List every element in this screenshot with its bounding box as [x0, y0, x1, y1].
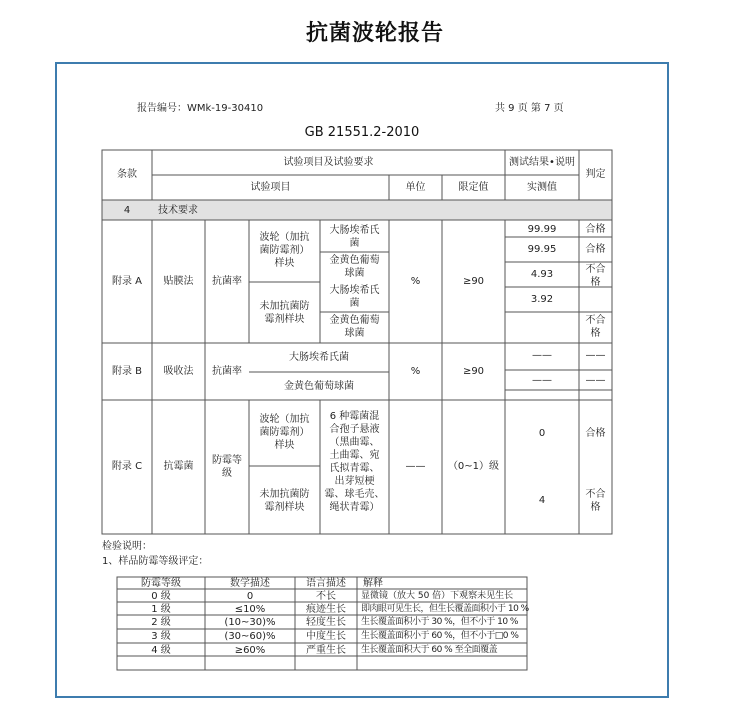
- appendix-a-judgement-1: 合格: [585, 224, 606, 235]
- section-number: 4: [123, 205, 131, 216]
- grade-row-2-math: (10~30)%: [224, 617, 276, 628]
- appendix-a-bacteria-4: 金黄色葡萄 球菌: [329, 315, 380, 339]
- appendix-b-item: 抗菌率: [212, 366, 242, 377]
- grade-row-2-verbal: 轻度生长: [306, 617, 346, 628]
- notes-title: 检验说明：: [102, 541, 152, 552]
- appendix-a-judgement-4: 不合 格: [585, 315, 606, 339]
- grade-row-2-explanation: 生长覆盖面积小于 30 %，但不小于 10 %: [361, 617, 518, 627]
- grade-row-0-verbal: 不长: [316, 591, 336, 602]
- grade-header-explanation: 解释: [363, 578, 383, 589]
- appendix-b-value-2: ——: [532, 375, 552, 386]
- appendix-a-sample-treated: 波轮（加抗 菌防霉剂） 样块: [259, 232, 310, 269]
- appendix-a-item: 抗菌率: [212, 276, 242, 287]
- grade-row-4-level: 4 级: [151, 645, 171, 656]
- page-count: 共 9 页 第 7 页: [495, 103, 564, 114]
- appendix-b-bacteria-1: 大肠埃希氏菌: [289, 352, 349, 363]
- header-limit: 限定值: [458, 182, 489, 193]
- appendix-a-bacteria-3: 大肠埃希氏 菌: [329, 285, 380, 309]
- grade-header-math: 数学描述: [230, 578, 270, 589]
- appendix-c-sample-untreated: 未加抗菌防 霉剂样块: [259, 489, 310, 513]
- grade-row-0-explanation: 显微镜（放大 50 倍）下观察未见生长: [361, 591, 514, 601]
- appendix-a-sample-untreated: 未加抗菌防 霉剂样块: [259, 301, 310, 325]
- appendix-c-unit: ——: [405, 461, 426, 472]
- report-number: 报告编号：WMk-19-30410: [137, 103, 264, 114]
- appendix-a-bacteria-1: 大肠埃希氏 菌: [329, 225, 380, 249]
- grade-row-3-level: 3 级: [151, 631, 171, 642]
- grade-row-4-math: ≥60%: [234, 645, 266, 656]
- grade-row-0-level: 0 级: [151, 591, 171, 602]
- appendix-c-judgement-1: 合格: [585, 428, 606, 439]
- appendix-b-clause: 附录 B: [111, 366, 143, 377]
- header-clause: 条款: [117, 169, 137, 180]
- appendix-a-unit: %: [410, 276, 421, 287]
- appendix-a-limit: ≥90: [462, 276, 485, 287]
- appendix-b-method: 吸收法: [163, 366, 194, 377]
- appendix-c-value-1: 0: [538, 428, 546, 439]
- appendix-b-judgement-2: ——: [585, 375, 606, 386]
- header-items-requirements: 试验项目及试验要求: [283, 157, 374, 168]
- grade-row-3-verbal: 中度生长: [306, 631, 346, 642]
- appendix-c-sample-treated: 波轮（加抗 菌防霉剂） 样块: [259, 414, 310, 451]
- appendix-b-value-1: ——: [532, 350, 552, 361]
- appendix-c-judgement-2: 不合 格: [585, 489, 606, 513]
- scanned-report-page: [57, 64, 667, 696]
- appendix-c-limit: （0~1）级: [447, 461, 500, 472]
- grade-row-4-explanation: 生长覆盖面积大于 60 % 至全面覆盖: [361, 645, 498, 655]
- appendix-a-method: 贴膜法: [163, 276, 194, 287]
- appendix-c-clause: 附录 C: [111, 461, 143, 472]
- grade-row-2-level: 2 级: [151, 617, 171, 628]
- appendix-b-limit: ≥90: [462, 366, 485, 377]
- report-image-frame: [55, 62, 669, 698]
- grade-row-1-math: ≤10%: [234, 604, 266, 615]
- page-title: 抗菌波轮报告: [305, 21, 444, 46]
- grade-header-verbal: 语言描述: [306, 578, 346, 589]
- appendix-a-clause: 附录 A: [111, 276, 143, 287]
- appendix-a-value-2: 99.95: [527, 244, 557, 255]
- header-judgement: 判定: [585, 169, 606, 180]
- appendix-c-value-2: 4: [538, 495, 546, 506]
- notes-line-1: 1、样品防霉等级评定：: [102, 556, 209, 567]
- header-measured: 实测值: [527, 182, 557, 193]
- header-test-item: 试验项目: [250, 182, 291, 193]
- standard-number: GB 21551.2-2010: [304, 125, 420, 140]
- grade-row-1-verbal: 痕迹生长: [306, 604, 346, 615]
- grade-row-3-math: (30~60)%: [224, 631, 276, 642]
- grade-row-4-verbal: 严重生长: [306, 645, 346, 656]
- appendix-a-value-1: 99.99: [527, 224, 557, 235]
- appendix-a-judgement-3: 不合 格: [585, 264, 606, 288]
- appendix-a-value-4: 3.92: [530, 294, 554, 305]
- appendix-c-mold-suspension: 6 种霉菌混 合孢子悬液 （黑曲霉、 土曲霉、宛 氏拟青霉、 出芽短梗 霉、球毛壳、 绳状青霉）: [324, 411, 385, 513]
- appendix-b-judgement-1: ——: [585, 350, 606, 361]
- grade-header-level: 防霉等级: [141, 578, 181, 589]
- grade-row-3-explanation: 生长覆盖面积小于 60 %，但不小于□0 %: [361, 631, 519, 641]
- appendix-c-method: 抗霉菌: [163, 461, 194, 472]
- grade-row-1-level: 1 级: [151, 604, 171, 615]
- section-name: 技术要求: [158, 205, 198, 216]
- grade-row-0-math: 0: [246, 591, 254, 602]
- header-unit: 单位: [405, 182, 426, 193]
- grade-row-1-explanation: 即肉眼可见生长，但生长覆盖面积小于 10 %: [361, 604, 529, 614]
- appendix-b-bacteria-2: 金黄色葡萄球菌: [284, 381, 354, 392]
- appendix-a-judgement-2: 合格: [585, 244, 606, 255]
- appendix-a-bacteria-2: 金黄色葡萄 球菌: [329, 255, 380, 279]
- appendix-b-unit: %: [410, 366, 421, 377]
- header-result-notes: 测试结果•说明: [509, 157, 575, 168]
- appendix-c-item: 防霉等 级: [212, 455, 242, 479]
- appendix-a-value-3: 4.93: [530, 269, 554, 280]
